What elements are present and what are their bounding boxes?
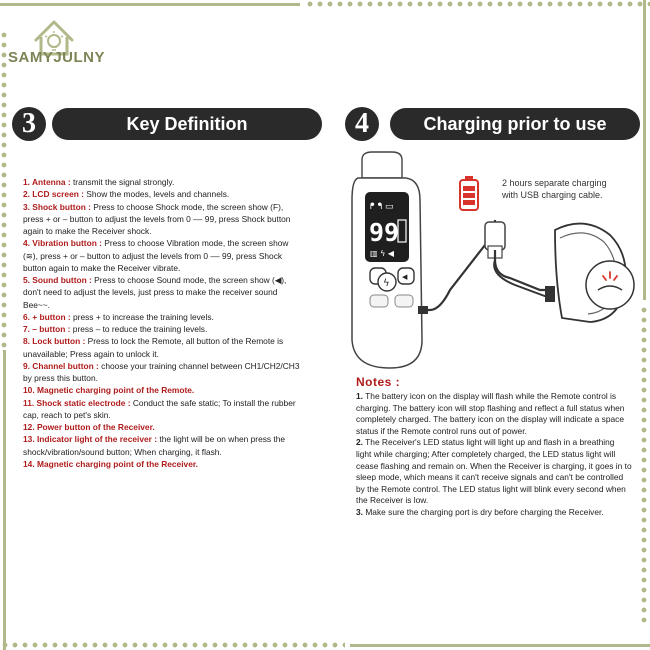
section-3-number: 3 — [12, 107, 46, 141]
receiver-plug-b — [545, 294, 555, 302]
charging-caption — [502, 177, 607, 201]
list-item: 10. Magnetic charging point of the Remote. — [23, 385, 195, 396]
list-item: 2. The Receiver's LED status light will light up and flash in a breathing light while charging; After completely charged, the LED status light will cease flashing and remain on. When the Receiver is charging, it goes in to sleep mode, which means it can't receive signals and can't be controlled by the Remote control. The LED status light will blink every second when the Receiver is low. — [356, 437, 632, 506]
list-item: 4. Vibration button : Press to choose Vibration mode, the screen show (≋), press + or – button to adjust the levels from 0 –– 99, press Shock button again to make the Receiver vibrate. — [23, 238, 289, 273]
plus-button — [395, 295, 413, 307]
cable-branch — [494, 260, 550, 298]
minus-button — [370, 295, 388, 307]
list-item: 14. Magnetic charging point of the Receiver. — [23, 458, 198, 469]
section-3-title: Key Definition — [52, 108, 322, 140]
charging-caption-line-2: with USB charging cable. — [502, 190, 603, 200]
cable-to-remote — [422, 220, 495, 310]
frame-top-dots — [305, 1, 650, 7]
list-item: 6. + button : press + to increase the training levels. — [23, 311, 214, 322]
frame-right-line — [643, 0, 646, 300]
led-zoom-circle — [586, 261, 634, 309]
remote-charge-plug — [418, 306, 428, 314]
battery-bar-3 — [463, 200, 475, 205]
list-item: 5. Sound button : Press to choose Sound mode, the screen show (◀), don't need to adjust the levels, just press to make the receiver sound Bee~~. — [23, 275, 287, 310]
frame-left-dots — [1, 30, 7, 350]
frame-left-line — [3, 350, 6, 650]
receiver-plug-a — [545, 286, 555, 294]
list-item: 1. The battery icon on the display will flash while the Remote control is charging. The battery icon will stop flashing and reflect a full status when completely charged. The battery icon on the display will indicate a space status if the Remote control runs out of power. — [356, 391, 625, 436]
list-item: 12. Power button of the Receiver. — [23, 422, 155, 432]
frame-bottom-dots — [0, 642, 345, 648]
section-4-number: 4 — [345, 107, 379, 141]
list-item: 1. Antenna : transmit the signal strongly. — [23, 177, 175, 187]
notes-list — [356, 391, 632, 519]
list-item: 11. Shock static electrode : Conduct the safe static; To install the rubber cap, reach to pet's skin. — [23, 397, 296, 420]
lcd-top-icons: ᖰ ᖳ ▭ — [370, 202, 394, 212]
list-item: 7. – button : press – to reduce the training levels. — [23, 324, 208, 334]
battery-bar-1 — [463, 186, 475, 191]
list-item: 9. Channel button : choose your training channel between CH1/CH2/CH3 by press this button. — [23, 360, 300, 383]
sound-symbol: ◀ — [402, 273, 408, 281]
frame-right-dots — [641, 305, 647, 625]
brand-name: SAMYJULNY — [8, 49, 106, 66]
list-item: 13. Indicator light of the receiver : the light will be on when press the shock/vibration/sound button; When charging, it flash. — [23, 434, 286, 457]
frame-top-line — [0, 3, 300, 6]
list-item: 8. Lock button : Press to lock the Remote, all button of the Remote is unavailable; Press again to unlock it. — [23, 336, 284, 359]
notes-title: Notes : — [356, 375, 401, 389]
battery-cap — [465, 176, 473, 180]
list-item: 3. Make sure the charging port is dry before charging the Receiver. — [356, 506, 604, 517]
battery-bar-2 — [463, 193, 475, 198]
charging-caption-line-1: 2 hours separate charging — [502, 178, 607, 188]
section-4-title: Charging prior to use — [390, 108, 640, 140]
lcd-bottom-icons: ▥ ϟ ◀ — [370, 249, 395, 258]
shock-symbol: ϟ — [383, 278, 390, 289]
list-item: 2. LCD screen : Show the modes, levels and channels. — [23, 189, 230, 200]
list-item: 3. Shock button : Press to choose Shock mode, the screen show (F), press + or – button to adjust the levels from 0 –– 99, press Shock button again to make the Receiver shock. — [23, 201, 291, 236]
remote-antenna — [362, 152, 402, 178]
cable-to-receiver — [495, 250, 552, 290]
lcd-level: 99 — [369, 218, 400, 247]
key-definition-list — [23, 176, 301, 470]
frame-bottom-line — [350, 644, 650, 647]
